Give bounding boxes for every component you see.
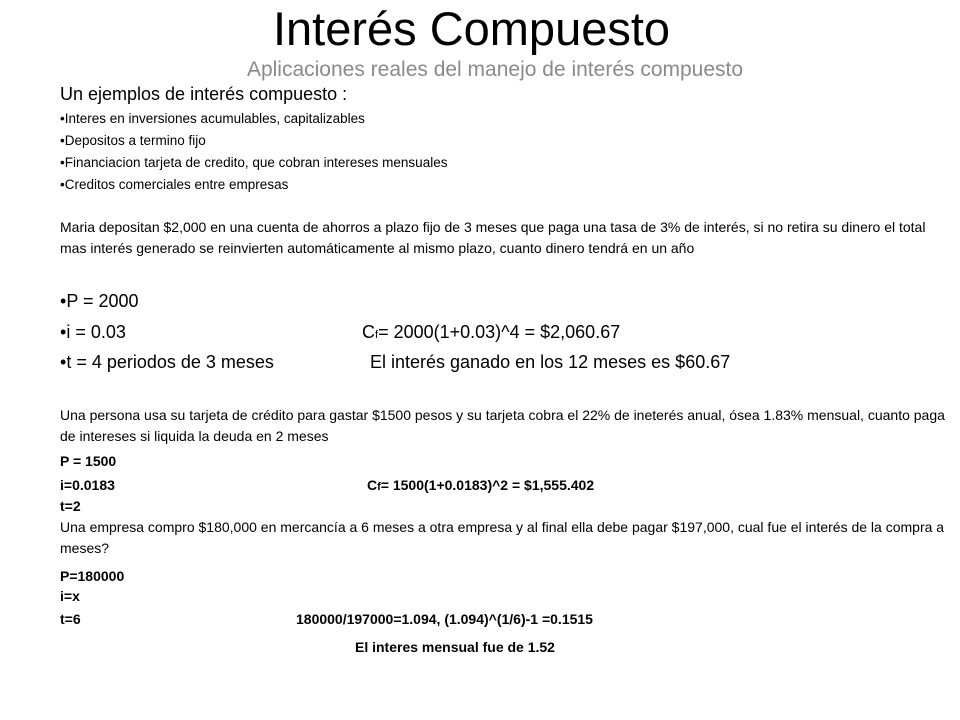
example1-formula (362, 320, 620, 347)
example2-rate: i=0.0183 (60, 477, 115, 493)
example2-problem-text: Una persona usa su tarjeta de crédito para gastar $1500 pesos y su tarjeta cobra el 22% de ineterés anual, ósea 1.83% mensual, cuanto paga de intereses si liquida la deuda en 2 meses (60, 407, 945, 444)
formula-subscript: f (377, 481, 381, 493)
example2-formula (367, 475, 594, 498)
example1-rate (60, 320, 126, 344)
formula-subscript: f (375, 329, 379, 341)
example1-periods-text: t = 4 periodos de 3 meses (66, 352, 274, 372)
list-item: • Depositos a termino fijo (60, 130, 447, 152)
example3-result: El interes mensual fue de 1.52 (355, 639, 555, 655)
examples-list (60, 108, 447, 196)
example3-periods: t=6 (60, 611, 81, 627)
example3-rate: i=x (60, 588, 80, 604)
page-subtitle: Aplicaciones reales del manejo de interés compuesto (246, 58, 744, 81)
formula-c: C (367, 477, 378, 493)
example1-problem-text: Maria depositan $2,000 en una cuenta de ahorros a plazo fijo de 3 meses que paga una tasa de 3% de interés, si no retira su dinero el total mas interés generado se reinvierten automáticamente al mismo plazo, cuanto dinero tendrá en un año (60, 219, 926, 256)
example1-principal (60, 289, 139, 313)
example2-periods: t=2 (60, 498, 81, 514)
example3-problem-text: Una empresa compro $180,000 en mercancía a 6 meses a otra empresa y al final ella debe pagar $197,000, cual fue el interés de la compra a meses? (60, 519, 945, 556)
formula-body: = 2000(1+0.03)^4 = $2,060.67 (378, 322, 621, 342)
examples-heading: Un ejemplos de interés compuesto : (60, 84, 348, 104)
example1-periods (60, 350, 274, 374)
page-title: Interés Compuesto (272, 2, 671, 55)
formula-c: C (362, 322, 375, 342)
list-item: • Financiacion tarjeta de credito, que cobran intereses mensuales (60, 152, 447, 174)
list-item: • Interes en inversiones acumulables, capitalizables (60, 108, 447, 130)
example1-principal-text: P = 2000 (66, 291, 139, 311)
example1-result: El interés ganado en los 12 meses es $60.67 (370, 352, 731, 372)
example3-principal: P=180000 (60, 568, 125, 584)
formula-body: = 1500(1+0.0183)^2 = $1,555.402 (380, 477, 595, 493)
example3-formula: 180000/197000=1.094, (1.094)^(1/6)-1 =0.1515 (296, 611, 593, 627)
example1-rate-text: i = 0.03 (66, 322, 126, 342)
example2-principal: P = 1500 (60, 453, 117, 469)
list-item: • Creditos comerciales entre empresas (60, 174, 447, 196)
